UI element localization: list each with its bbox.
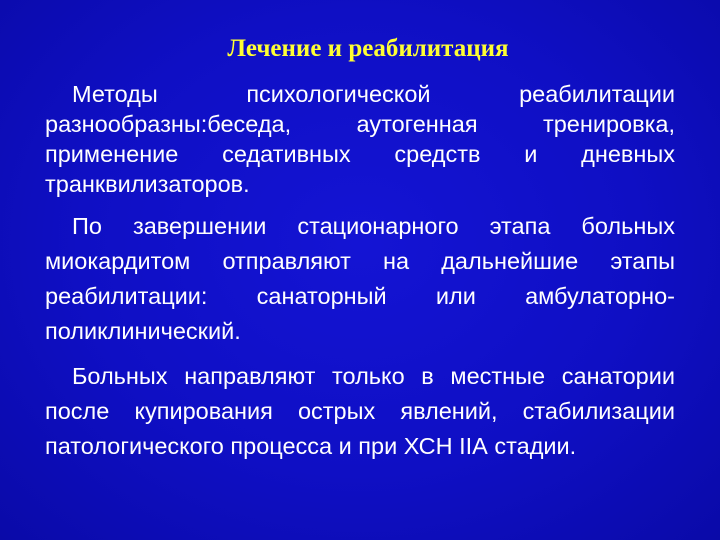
paragraph-rehabilitation-stages: По завершении стационарного этапа больных миокардитом отправляют на дальнейшие этапы реабилитации: санаторный или амбулаторно-поликлинический. [45, 213, 675, 344]
paragraph-psychological-methods: Методы психологической реабилитации разнообразны:беседа, аутогенная тренировка, применение седативных средств и дневных транквилизаторов. [45, 81, 675, 197]
paragraph-sanatorium-referral: Больных направляют только в местные санатории после купирования острых явлений, стабилизации патологического процесса и при ХСН IIА стадии. [45, 363, 675, 459]
slide-body [45, 79, 675, 474]
slide-title: Лечение и реабилитация [227, 35, 509, 62]
